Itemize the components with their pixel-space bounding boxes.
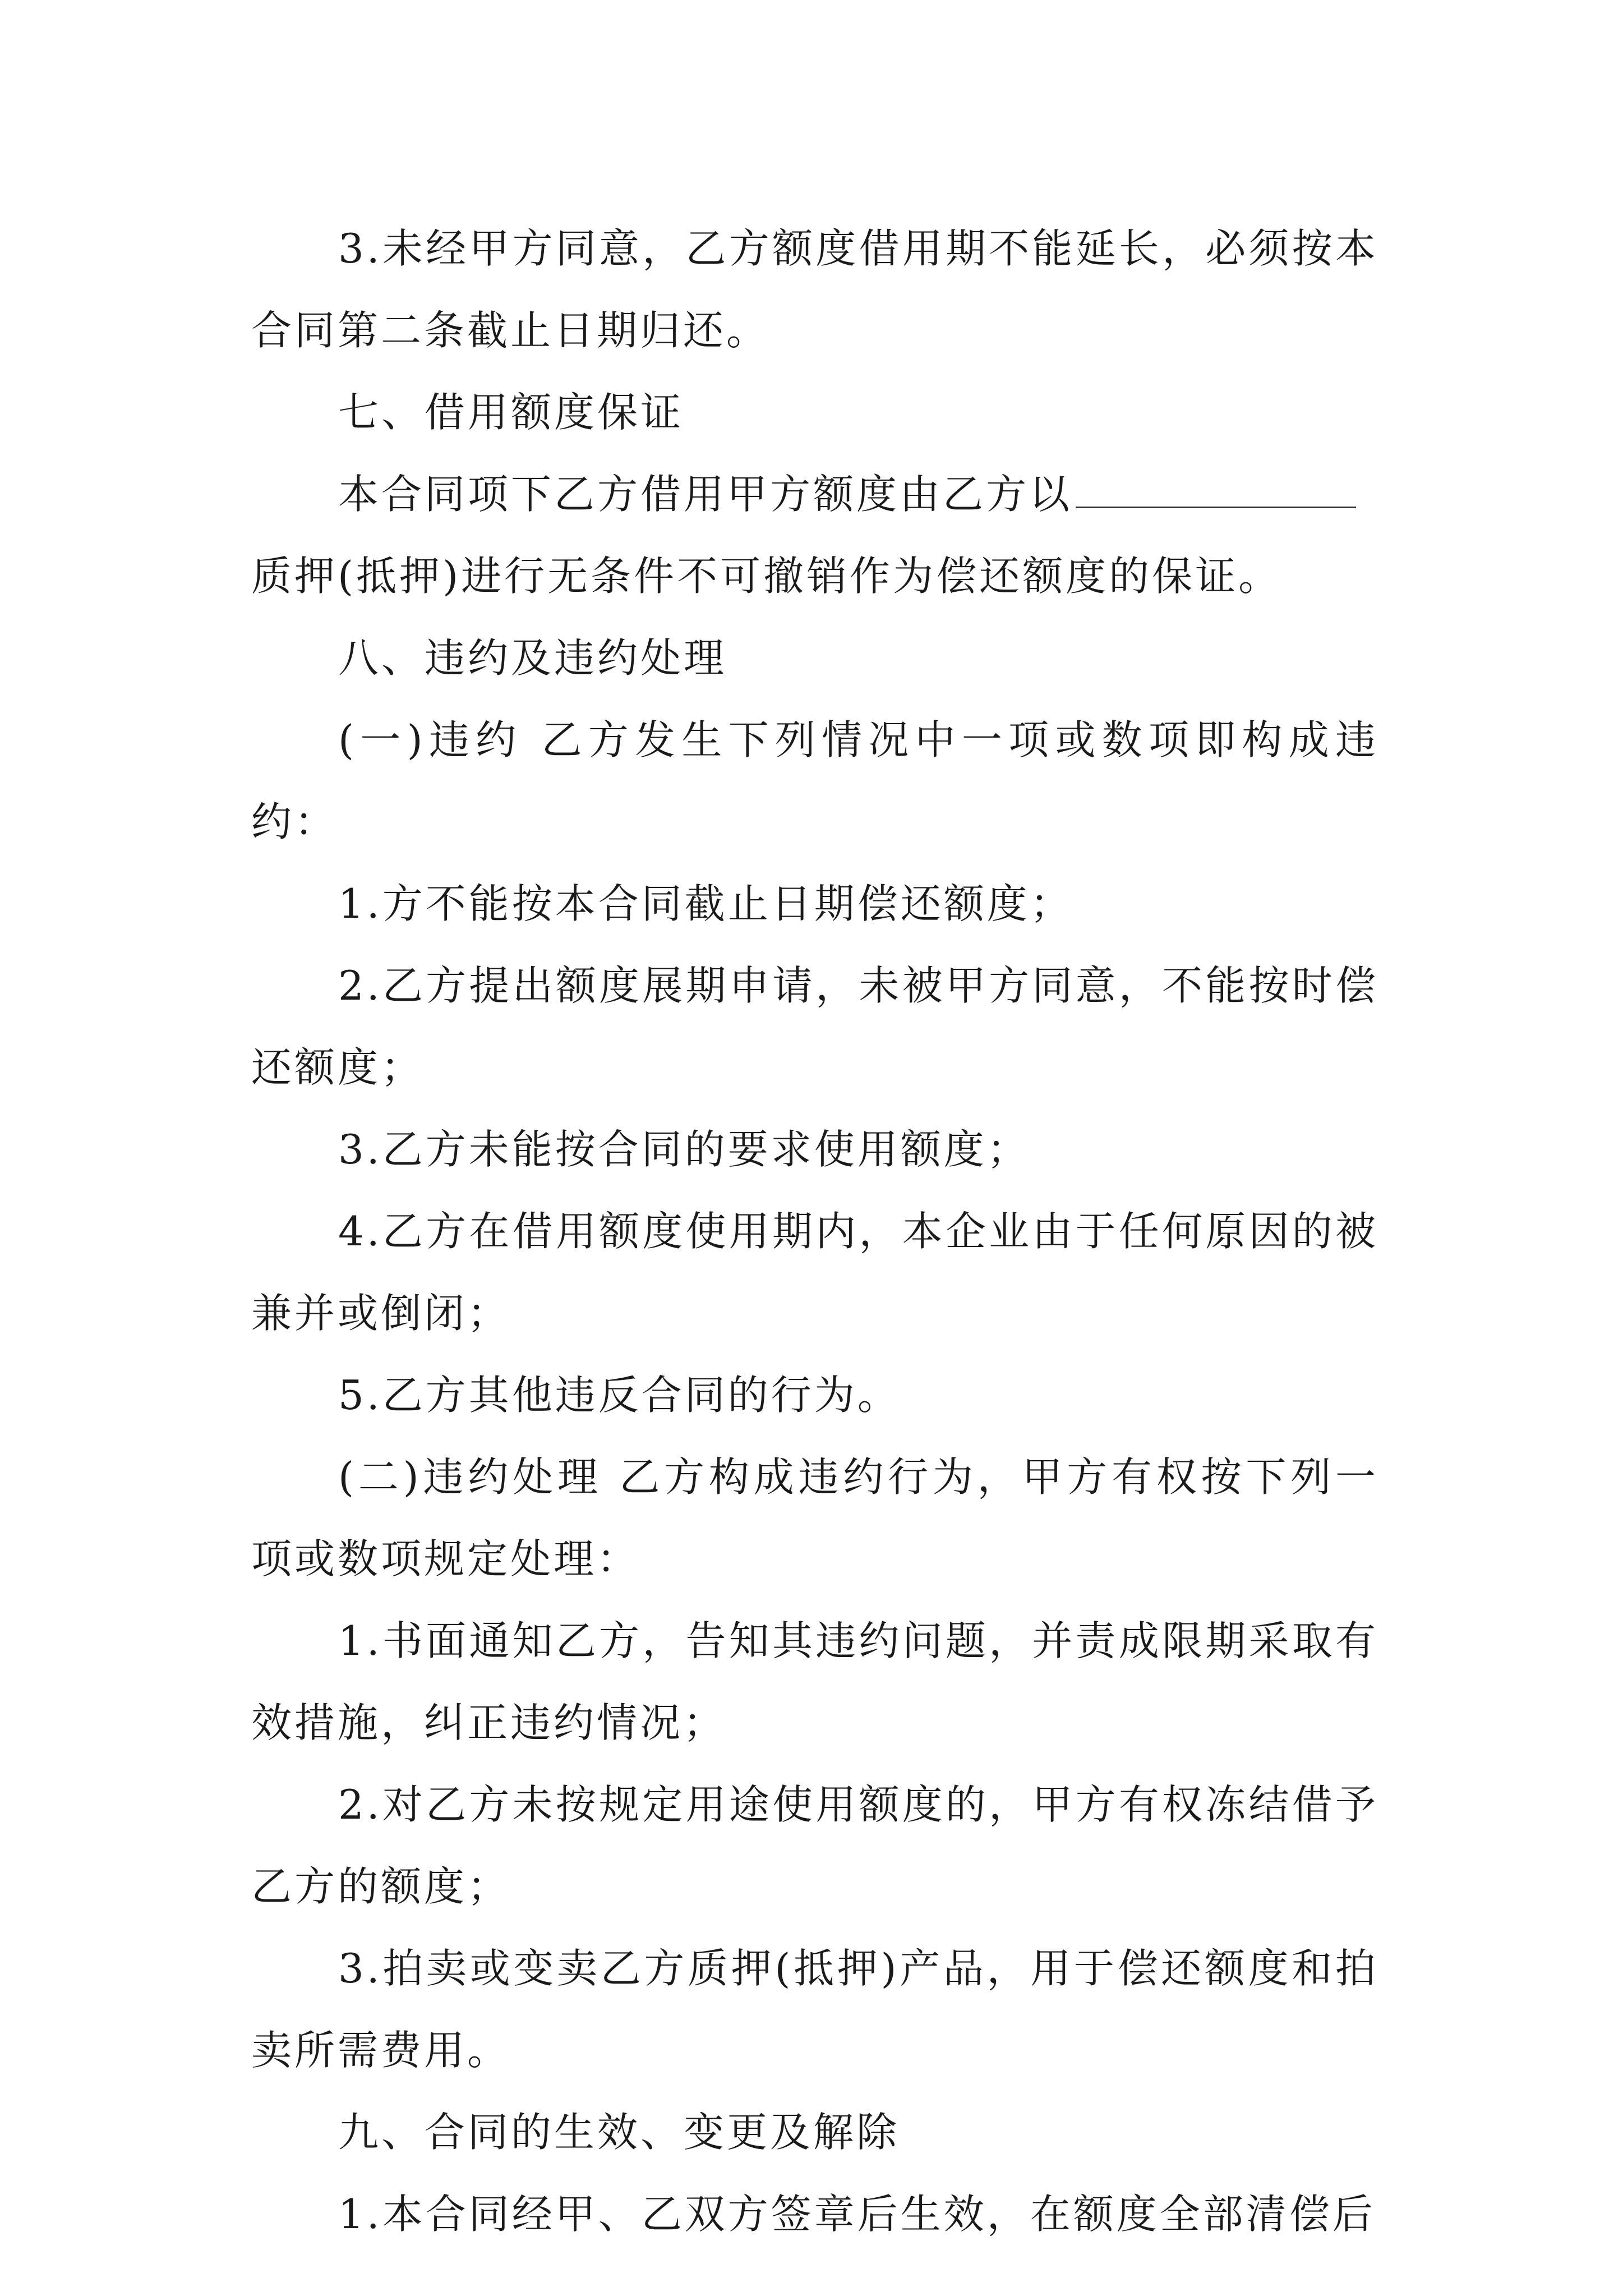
heading-section-7: 七、借用额度保证	[338, 389, 684, 436]
document-body	[251, 208, 1378, 2255]
paragraph-guarantee	[251, 453, 1378, 617]
breach-item-2: 2.乙方提出额度展期申请，未被甲方同意，不能按时偿还额度；	[251, 962, 1378, 1091]
guarantee-text-tail: 质押(抵押)进行无条件不可撤销作为偿还额度的保证。	[251, 553, 1282, 600]
collateral-blank-line	[1076, 473, 1356, 508]
heading-section-8: 八、违约及违约处理	[338, 634, 727, 682]
paragraph-clause-6-3: 3.未经甲方同意，乙方额度借用期不能延长，必须按本合同第二条截止日期归还。	[251, 225, 1378, 354]
breach-item-3: 3.乙方未能按合同的要求使用额度；	[338, 1126, 1030, 1173]
heading-section-9: 九、合同的生效、变更及解除	[338, 2109, 900, 2156]
guarantee-text-lead: 本合同项下乙方借用甲方额度由乙方以	[338, 471, 1073, 518]
breach-item-5: 5.乙方其他违反合同的行为。	[338, 1372, 901, 1419]
handling-item-3: 3.拍卖或变卖乙方质押(抵押)产品，用于偿还额度和拍卖所需费用。	[251, 1945, 1378, 2074]
subheading-breach: (一)违约 乙方发生下列情况中一项或数项即构成违约：	[251, 716, 1378, 845]
effectiveness-item-1: 1.本合同经甲、乙双方签章后生效，在额度全部清偿后	[338, 2191, 1376, 2238]
subheading-breach-handling: (二)违约处理 乙方构成违约行为，甲方有权按下列一项或数项规定处理：	[251, 1453, 1378, 1582]
handling-item-1: 1.书面通知乙方，告知其违约问题，并责成限期采取有效措施，纠正违约情况；	[251, 1617, 1378, 1746]
handling-item-2: 2.对乙方未按规定用途使用额度的，甲方有权冻结借予乙方的额度；	[251, 1781, 1378, 1910]
breach-item-1: 1.方不能按本合同截止日期偿还额度；	[338, 880, 1073, 927]
breach-item-4: 4.乙方在借用额度使用期内，本企业由于任何原因的被兼并或倒闭；	[251, 1208, 1378, 1337]
